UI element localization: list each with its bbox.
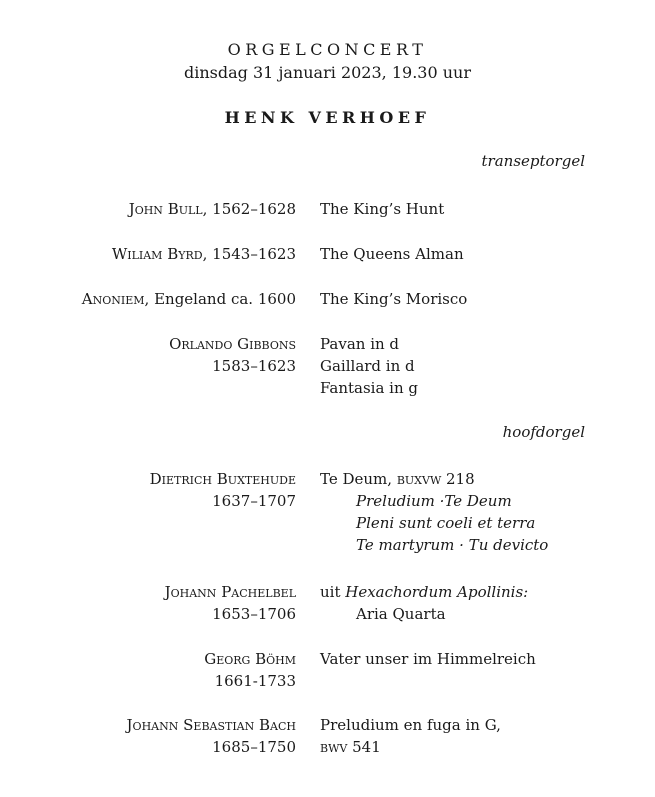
work-title: Vater unser im Himmelreich bbox=[320, 650, 536, 668]
composer-bach bbox=[127, 714, 296, 758]
composer-dates: 1583–1623 bbox=[212, 357, 296, 375]
work-bach bbox=[320, 714, 501, 758]
composer-dates: 1653–1706 bbox=[212, 605, 296, 623]
composer-bull bbox=[129, 198, 296, 220]
work-catalog: bwv 541 bbox=[320, 738, 381, 756]
organ-heading-hoofd: hoofdorgel bbox=[502, 423, 585, 441]
work-title bbox=[320, 581, 528, 603]
performer-name: HENK VERHOEF bbox=[224, 108, 431, 127]
composer-name: Anoniem bbox=[81, 290, 145, 308]
work-title-text: Te Deum, bbox=[320, 470, 397, 488]
work-pachelbel bbox=[320, 581, 528, 625]
composer-name: Johann Sebastian Bach bbox=[126, 716, 296, 734]
movement: Aria Quarta bbox=[356, 605, 446, 623]
composer-dates: 1637–1707 bbox=[212, 492, 296, 510]
composer-name: Georg Böhm bbox=[204, 650, 296, 668]
composer-buxtehude bbox=[150, 468, 296, 512]
work-title: Gaillard in d bbox=[320, 357, 415, 375]
work-title: Pavan in d bbox=[320, 335, 400, 353]
composer-name: Wiliam Byrd bbox=[111, 245, 203, 263]
work-bull bbox=[320, 198, 444, 220]
work-catalog: buxvw 218 bbox=[396, 470, 475, 488]
work-anoniem bbox=[320, 288, 467, 310]
work-title: Preludium en fuga in G, bbox=[320, 716, 501, 734]
composer-name: John Bull bbox=[128, 200, 203, 218]
movement: Pleni sunt coeli et terra bbox=[356, 514, 536, 532]
work-title: Fantasia in g bbox=[320, 379, 418, 397]
work-title: The Queens Alman bbox=[320, 245, 464, 263]
composer-bohm bbox=[204, 648, 296, 692]
composer-dates: , Engeland ca. 1600 bbox=[144, 290, 296, 308]
work-title: The King’s Morisco bbox=[320, 290, 468, 308]
work-buxtehude bbox=[320, 468, 548, 556]
composer-dates: 1685–1750 bbox=[212, 738, 296, 756]
composer-name: Johann Pachelbel bbox=[164, 583, 296, 601]
work-gibbons bbox=[320, 333, 418, 399]
composer-name: Dietrich Buxtehude bbox=[149, 470, 296, 488]
concert-title: ORGELCONCERT bbox=[227, 40, 428, 59]
work-byrd bbox=[320, 243, 464, 265]
composer-anoniem bbox=[82, 288, 296, 310]
composer-dates: , 1562–1628 bbox=[202, 200, 296, 218]
composer-dates: , 1543–1623 bbox=[202, 245, 296, 263]
composer-dates: 1661-1733 bbox=[214, 672, 296, 690]
organ-heading-transept: transeptorgel bbox=[481, 152, 585, 170]
work-collection: Hexachordum Apollinis: bbox=[345, 583, 529, 601]
composer-byrd bbox=[112, 243, 296, 265]
work-title bbox=[320, 468, 548, 490]
work-title: The King’s Hunt bbox=[320, 200, 445, 218]
composer-pachelbel bbox=[165, 581, 296, 625]
movement: Te martyrum · Tu devicto bbox=[356, 536, 549, 554]
concert-date: dinsdag 31 januari 2023, 19.30 uur bbox=[184, 63, 471, 82]
movement: Preludium ·Te Deum bbox=[356, 492, 512, 510]
work-prefix: uit bbox=[320, 583, 346, 601]
composer-gibbons bbox=[169, 333, 296, 377]
composer-name: Orlando Gibbons bbox=[169, 335, 296, 353]
work-bohm bbox=[320, 648, 536, 670]
